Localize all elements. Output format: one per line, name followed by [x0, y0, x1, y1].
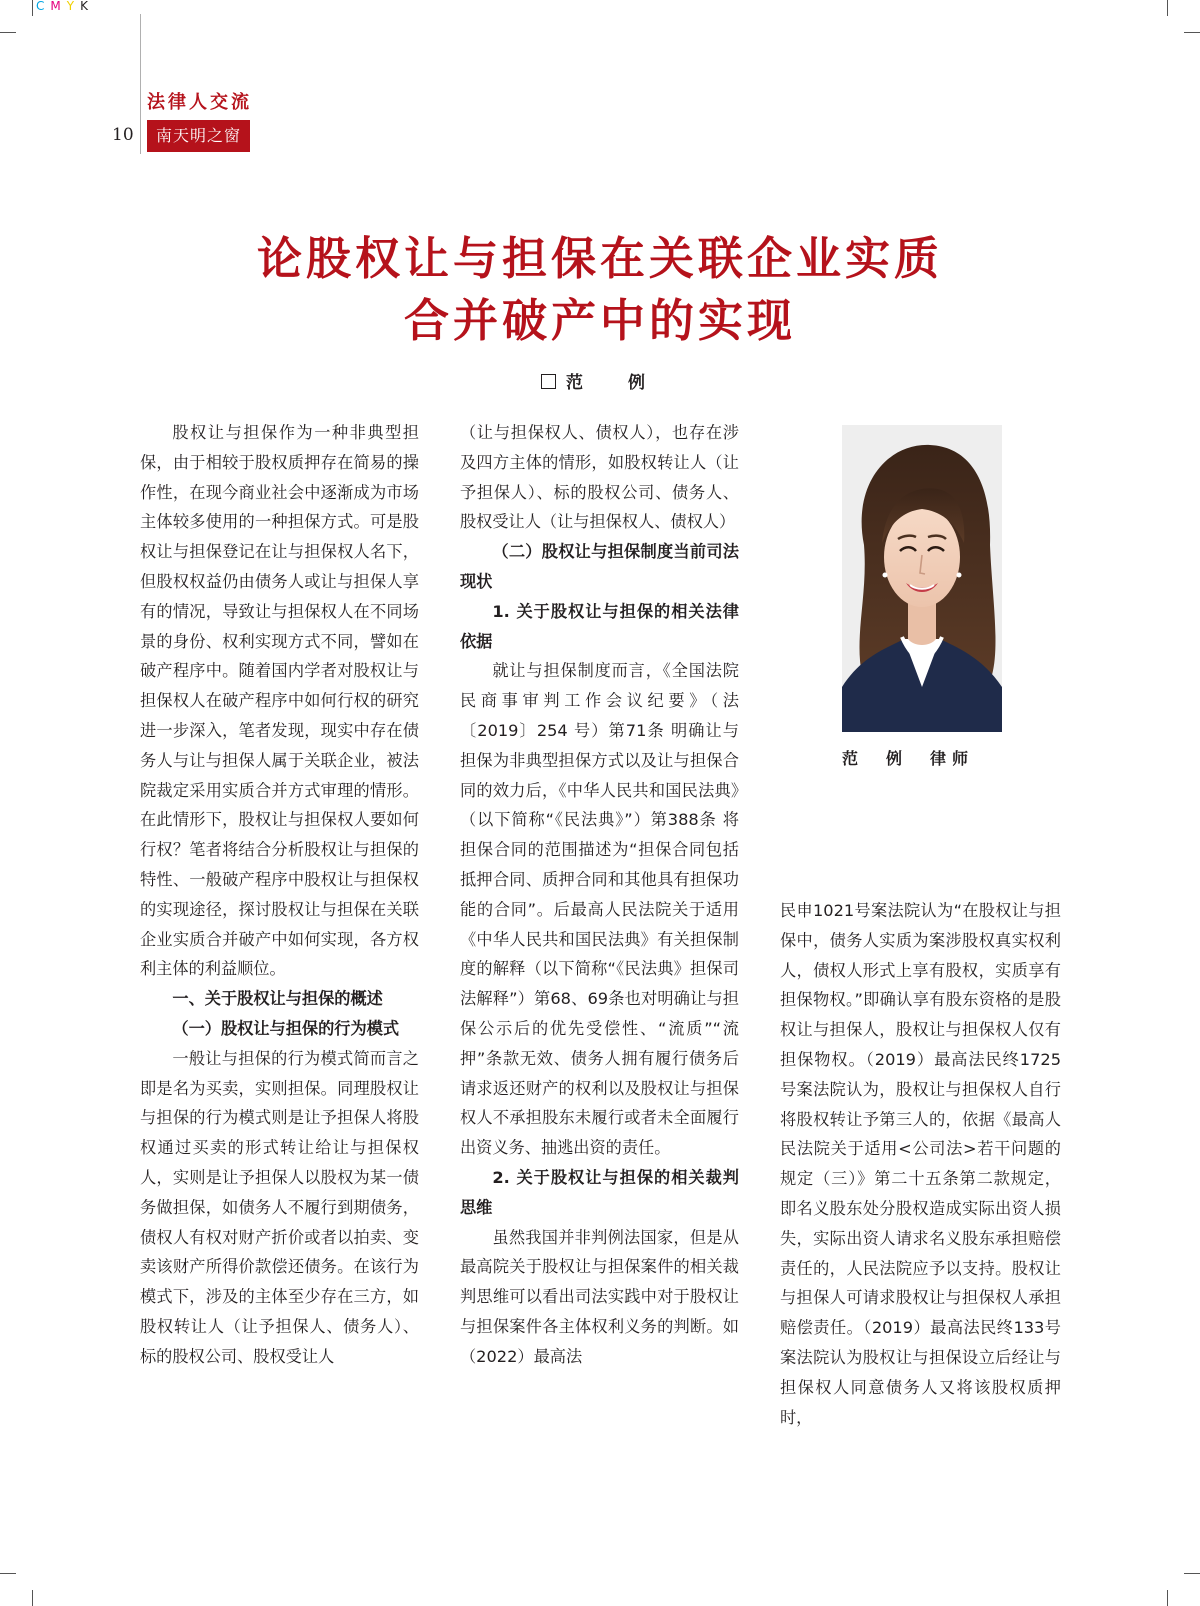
- header-divider-line: [140, 14, 141, 154]
- crop-mark-tl-h: [0, 32, 16, 33]
- text-column-2: [460, 418, 739, 1372]
- crop-mark-br-v: [1167, 1590, 1168, 1606]
- article-title-line-1: 论股权让与担保在关联企业实质: [256, 232, 943, 285]
- cmyk-k: K: [80, 0, 94, 13]
- subsection-heading: （一）股权让与担保的行为模式: [172, 1018, 400, 1038]
- caption-role: 律师: [930, 749, 975, 768]
- crop-mark-bl-h: [0, 1573, 16, 1574]
- text-column-3: [780, 896, 1061, 1432]
- cmyk-y: Y: [66, 0, 81, 13]
- crop-mark-bl-v: [32, 1590, 33, 1606]
- paragraph: 就让与担保制度而言，《全国法院民商事审判工作会议纪要》（法〔2019〕254 号）第71条 明确让与担保为非典型担保方式以及让与担保合同的效力后，《中华人民共和国民法典》（以下简称“《民法典》”）第388条 将担保合同的范围描述为“担保合同包括抵押合同、质押合同和其他具有担保功能的合同”。后最高人民法院关于适用《中华人民共和国民法典》有关担保制度的解释（以下简称“《民法典》担保司法解释”）第68、69条也对明确让与担保公示后的优先受偿性、“流质”“流押”条款无效、债务人拥有履行债务后请求返还财产的权利以及股权让与担保权人不承担股东未履行或者未全面履行出资义务、抽逃出资的责任。: [460, 661, 739, 1158]
- cmyk-m: M: [50, 0, 67, 13]
- crop-mark-tr-h: [1184, 32, 1200, 33]
- paragraph: 股权让与担保作为一种非典型担保，由于相较于股权质押存在简易的操作性，在现今商业社会中逐渐成为市场主体较多使用的一种担保方式。可是股权让与担保登记在让与担保权人名下，但股权权益仍由债务人或让与担保人享有的情况，导致让与担保权人在不同场景的身份、权利实现方式不同，譬如在破产程序中。随着国内学者对股权让与担保权人在破产程序中如何行权的研究进一步深入，笔者发现，现实中存在债务人与让与担保人属于关联企业，被法院裁定采用实质合并方式审理的情形。在此情形下，股权让与担保权人要如何行权？笔者将结合分析股权让与担保的特性、一般破产程序中股权让与担保权的实现途径，探讨股权让与担保在关联企业实质合并破产中如何实现，各方权利主体的利益顺位。: [140, 423, 419, 979]
- paragraph-continued: （让与担保权人、债权人），也存在涉及四方主体的情形，如股权转让人（让予担保人）、标的股权公司、债务人、股权受让人（让与担保权人、债权人）: [460, 423, 739, 532]
- article-title-line-2: 合并破产中的实现: [403, 294, 796, 347]
- column-tag: 南天明之窗: [147, 120, 250, 152]
- byline-box-icon: [541, 374, 556, 389]
- text-column-1: [140, 418, 419, 1372]
- author-portrait-illustration: [842, 425, 1002, 732]
- caption-name: 范 例: [842, 749, 909, 768]
- paragraph: 虽然我国并非判例法国家，但是从最高院关于股权让与担保案件的相关裁判思维可以看出司法实践中对于股权让与担保案件各主体权利义务的判断。如（2022）最高法: [460, 1227, 739, 1366]
- paragraph-continued: 民申1021号案法院认为“在股权让与担保中，债务人实质为案涉股权真实权利人，债权人形式上享有股权，实质享有担保物权。”即确认享有股东资格的是股权让与担保人，股权让与担保权人仅有担保物权。（2019）最高法民终1725号案法院认为，股权让与担保权人自行将股权转让予第三人的，依据《最高人民法院关于适用<公司法>若干问题的规定（三）》第二十五条第二款规定，即名义股东处分股权造成实际出资人损失，实际出资人请求名义股东承担赔偿责任的，人民法院应予以支持。股权让与担保人可请求股权让与担保权人承担赔偿责任。（2019）最高法民终133号案法院认为股权让与担保设立后经让与担保权人同意债务人又将该股权质押时，: [780, 901, 1061, 1427]
- author-name: 范 例: [566, 373, 659, 393]
- paragraph: 一般让与担保的行为模式简而言之即是名为买卖，实则担保。同理股权让与担保的行为模式则是让予担保人将股权通过买卖的形式转让给让与担保权人，实则是让予担保人以股权为某一债务做担保，如债务人不履行到期债务，债权人有权对财产折价或者以拍卖、变卖该财产所得价款偿还债务。在该行为模式下，涉及的主体至少存在三方，如股权转让人（让予担保人、债务人）、标的股权公司、股权受让人: [140, 1048, 419, 1366]
- author-byline: [0, 368, 1200, 393]
- section-heading: 一、关于股权让与担保的概述: [172, 989, 383, 1009]
- author-photo: [842, 425, 1002, 732]
- cmyk-registration-mark: [36, 0, 94, 13]
- section-label: 法律人交流: [147, 92, 252, 113]
- cmyk-c: C: [36, 0, 51, 13]
- subsection-heading: 1. 关于股权让与担保的相关法律依据: [460, 601, 739, 651]
- crop-mark-tl-v: [32, 0, 33, 16]
- page-number: 10: [112, 125, 134, 145]
- photo-caption: [842, 746, 974, 769]
- crop-mark-tr-v: [1167, 0, 1168, 16]
- subsection-heading: （二）股权让与担保制度当前司法现状: [460, 542, 739, 591]
- subsection-heading: 2. 关于股权让与担保的相关裁判思维: [460, 1167, 739, 1217]
- crop-mark-br-h: [1184, 1573, 1200, 1574]
